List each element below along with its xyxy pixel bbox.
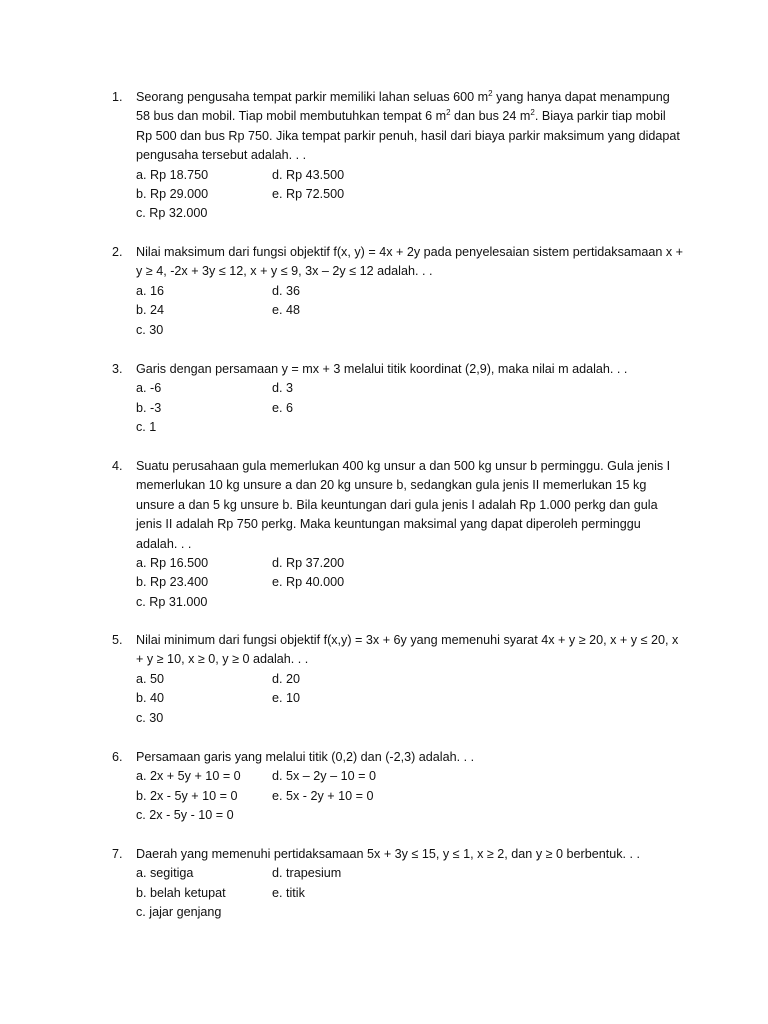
option-e[interactable]: e. 6 [272,400,294,415]
option-e[interactable]: e. Rp 40.000 [272,575,345,590]
option-d[interactable]: d. Rp 43.500 [272,167,345,182]
question-number: 1. [112,90,123,104]
option-a[interactable]: a. Rp 18.750 [136,167,209,182]
option-d[interactable]: d. 3 [272,381,294,396]
option-d[interactable]: d. 36 [272,283,301,298]
option-b[interactable]: b. 2x - 5y + 10 = 0 [136,788,238,803]
answer-options [136,767,684,825]
question-text: Nilai minimum dari fungsi objektif f(x,y) = 3x + 6y yang memenuhi syarat 4x + y ≥ 20, x + y ≤ 20, x + y ≥ 10, x ≥ 0, y ≥ 0 adalah. . . [136,633,679,667]
question-number: 3. [112,362,123,376]
answer-options [136,670,684,728]
option-c[interactable]: c. 1 [136,420,157,435]
option-d[interactable]: d. 20 [272,671,301,686]
option-e[interactable]: e. 10 [272,691,301,706]
option-e[interactable]: e. 48 [272,303,301,318]
question-number: 7. [112,847,123,861]
option-c[interactable]: c. 30 [136,322,164,337]
option-a[interactable]: a. Rp 16.500 [136,556,209,570]
option-e[interactable]: e. 5x - 2y + 10 = 0 [272,788,374,803]
answer-options [136,379,684,437]
question-text: Seorang pengusaha tempat parkir memiliki lahan seluas 600 $m^2$ yang hanya dapat menampung 58 bus dan mobil. Tiap mobil membutuhkan tempat 6 $m^2$ dan bus 24 $m^2$. Biaya parkir tiap mobil Rp 500 dan bus Rp 750. Jika tempat parkir penuh, hasil dari biaya parkir maksimum yang didapat pengusaha tersebut adalah. . . [136,88,680,163]
option-b[interactable]: b. Rp 29.000 [136,186,209,201]
option-a[interactable]: a. segitiga [136,866,194,881]
answer-options [136,282,684,340]
question-text: Nilai maksimum dari fungsi objektif f(x, y) = 4x + 2y pada penyelesaian sistem pertidaksamaan x + y ≥ 4, -2x + 3y ≤ 12, x + y ≤ 9, 3x – 2y ≤ 12 adalah. . . [136,245,684,279]
option-d[interactable]: d. trapesium [272,866,342,881]
option-c[interactable]: c. jajar genjang [136,905,222,920]
option-c[interactable]: c. 2x - 5y - 10 = 0 [136,808,234,823]
question-number: 6. [112,750,123,764]
option-d[interactable]: d. Rp 37.200 [272,556,345,570]
option-a[interactable]: a. 50 [136,671,165,686]
option-c[interactable]: c. Rp 31.000 [136,594,208,609]
option-b[interactable]: b. 40 [136,691,165,706]
option-b[interactable]: b. -3 [136,400,162,415]
option-c[interactable]: c. Rp 32.000 [136,206,208,221]
question-text: Persamaan garis yang melalui titik (0,2) dan (-2,3) adalah. . . [136,750,475,764]
question-number: 4. [112,459,123,473]
question-number: 2. [112,245,123,259]
option-b[interactable]: b. belah ketupat [136,885,226,900]
answer-options [136,864,684,922]
question-text: Daerah yang memenuhi pertidaksamaan 5x + 3y ≤ 15, y ≤ 1, x ≥ 2, dan y ≥ 0 berbentuk. . . [136,847,641,861]
option-a[interactable]: a. -6 [136,381,162,396]
option-b[interactable]: b. 24 [136,303,165,318]
option-a[interactable]: a. 2x + 5y + 10 = 0 [136,769,241,784]
question-text: Garis dengan persamaan y = mx + 3 melalui titik koordinat (2,9), maka nilai m adalah. . . [136,362,628,376]
option-a[interactable]: a. 16 [136,283,165,298]
option-e[interactable]: e. titik [272,885,305,900]
option-e[interactable]: e. Rp 72.500 [272,186,345,201]
option-c[interactable]: c. 30 [136,710,164,725]
answer-options [136,166,684,224]
question-text: Suatu perusahaan gula memerlukan 400 kg unsur a dan 500 kg unsur b perminggu. Gula jenis I memerlukan 10 kg unsure a dan 20 kg unsure b, sedangkan gula jenis II memerlukan 15 kg unsure a dan 5 kg unsure b. Bila keuntungan dari gula jenis I adalah Rp 1.000 perkg dan gula jenis II adalah Rp 750 perkg. Maka keuntungan maksimal yang dapat diperoleh perminggu adalah. . . [136,459,671,551]
option-b[interactable]: b. Rp 23.400 [136,575,209,590]
answer-options [136,554,684,612]
option-d[interactable]: d. 5x – 2y – 10 = 0 [272,769,376,784]
question-number: 5. [112,633,123,647]
